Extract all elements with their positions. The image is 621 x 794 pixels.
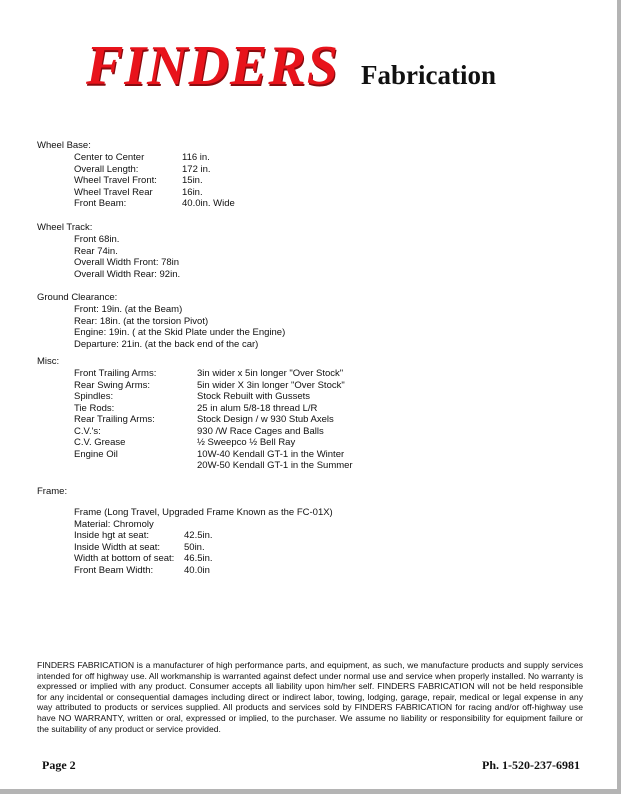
spec-value: 15in. bbox=[182, 175, 203, 186]
spec-value: Stock Design / w 930 Stub Axels bbox=[197, 414, 334, 425]
spec-label: Inside Width at seat: bbox=[74, 541, 161, 553]
spec-value: 930 /W Race Cages and Balls bbox=[197, 425, 324, 437]
spec-label: Rear Trailing Arms: bbox=[74, 414, 155, 425]
spec-label: C.V.'s: bbox=[74, 425, 101, 437]
spec-value: 5in wider X 3in longer "Over Stock" bbox=[197, 379, 345, 391]
company-logo bbox=[86, 35, 526, 98]
spec-label: Rear Swing Arms: bbox=[74, 379, 151, 391]
section-heading: Ground Clearance: bbox=[37, 292, 118, 303]
spec-line: Frame (Long Travel, Upgraded Frame Known as the FC-01X) bbox=[74, 507, 333, 518]
spec-label: Wheel Travel Front: bbox=[74, 175, 157, 186]
spec-value: 20W-50 Kendall GT-1 in the Summer bbox=[197, 460, 353, 471]
spec-line: Engine: 19in. ( at the Skid Plate under the Engine) bbox=[74, 327, 286, 338]
spec-label: Inside hgt at seat: bbox=[74, 530, 149, 541]
spec-value: 46.5in. bbox=[184, 553, 213, 564]
spec-label: Width at bottom of seat: bbox=[74, 553, 175, 564]
spec-label: Engine Oil bbox=[74, 448, 118, 460]
spec-line: Overall Width Front: 78in bbox=[74, 257, 180, 268]
spec-label: Center to Center bbox=[74, 152, 145, 163]
spec-value: 42.5in. bbox=[184, 530, 213, 541]
section-heading: Wheel Track: bbox=[37, 222, 93, 233]
spec-line: Rear: 18in. (at the torsion Pivot) bbox=[74, 315, 209, 327]
spec-value: 3in wider x 5in longer "Over Stock" bbox=[197, 368, 344, 379]
spec-value: 40.0in bbox=[184, 564, 210, 576]
spec-value: Stock Rebuilt with Gussets bbox=[197, 391, 310, 402]
page-number: Page 2 bbox=[42, 758, 76, 772]
spec-label: C.V. Grease bbox=[74, 437, 126, 448]
section-heading: Misc: bbox=[37, 356, 60, 367]
spec-value: 25 in alum 5/8-18 thread L/R bbox=[197, 402, 318, 414]
spec-label: Overall Length: bbox=[74, 163, 139, 175]
section-heading: Frame: bbox=[37, 486, 68, 497]
spec-label: Front Trailing Arms: bbox=[74, 368, 157, 379]
spec-line: Overall Width Rear: 92in. bbox=[74, 268, 181, 280]
spec-label: Front Beam: bbox=[74, 198, 127, 209]
logo-wordmark: FINDERS bbox=[86, 35, 339, 97]
phone-number: Ph. 1-520-237-6981 bbox=[482, 758, 580, 772]
spec-label: Front Beam Width: bbox=[74, 564, 154, 576]
spec-value: 16in. bbox=[182, 186, 203, 198]
spec-line: Departure: 21in. (at the back end of the car) bbox=[74, 338, 259, 350]
section-heading: Wheel Base: bbox=[37, 140, 91, 151]
spec-line: Rear 74in. bbox=[74, 245, 118, 257]
spec-value: 116 in. bbox=[182, 152, 210, 163]
spec-value: 172 in. bbox=[182, 163, 211, 175]
spec-line: Material: Chromoly bbox=[74, 518, 154, 530]
spec-value: ½ Sweepco ½ Bell Ray bbox=[197, 437, 296, 448]
spec-line: Front: 19in. (at the Beam) bbox=[74, 304, 183, 315]
spec-value: 40.0in. Wide bbox=[182, 198, 235, 209]
spec-label: Spindles: bbox=[74, 391, 114, 402]
spec-label: Wheel Travel Rear bbox=[74, 186, 153, 198]
logo-subtitle: Fabrication bbox=[361, 60, 496, 90]
spec-line: Front 68in. bbox=[74, 234, 120, 245]
spec-value: 50in. bbox=[184, 541, 205, 553]
spec-value: 10W-40 Kendall GT-1 in the Winter bbox=[197, 448, 345, 460]
spec-label: Tie Rods: bbox=[74, 402, 115, 414]
disclaimer-text: FINDERS FABRICATION is a manufacturer of high performance parts, and equipment, as such, we manufacture products and supply services intended for off highway use. All workmanship is warranted against defect under normal use and service when properly installed. No warranty is expressed or implied with any product. Consumer accepts all liability upon him/her self. FINDERS FABRICATION will not be held responsible for any incidental or consequential damages including direct or indirect labor, towing, lodging, garage, repair, medical or legal expense in any way attributed to products or services supplied. All products and services sold by FINDERS FABRICATION for racing and/or off-highway use have NO WARRANTY, written or oral, expressed or implied, to the purchaser. We assume no liability or responsibility for equipment failure or the suitability of any product or service provided. bbox=[37, 660, 583, 734]
